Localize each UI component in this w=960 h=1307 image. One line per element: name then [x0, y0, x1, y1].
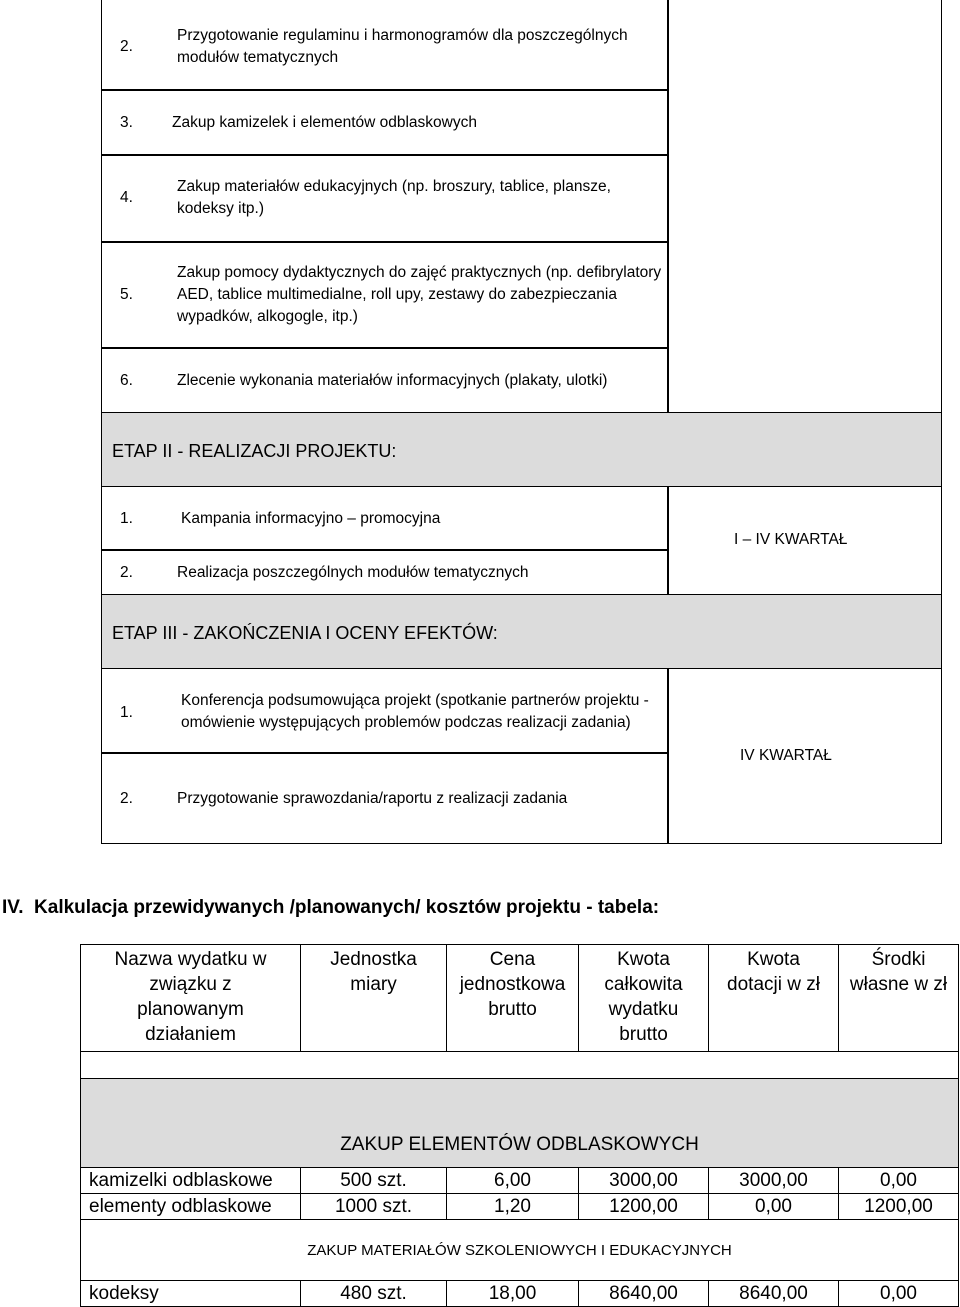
cell-expense-name: kamizelki odblaskowe	[81, 1168, 301, 1194]
group-title: ZAKUP ELEMENTÓW ODBLASKOWYCH	[81, 1079, 959, 1168]
section-iv-title: IV. Kalkulacja przewidywanych /planowanych/ kosztów projektu - tabela:	[2, 897, 660, 918]
etap1-row-number: 2.	[120, 38, 133, 55]
cell-expense-name: kodeksy	[81, 1281, 301, 1307]
etap1-row-text: kodeksy itp.)	[177, 200, 265, 217]
cell-grant-amount: 3000,00	[709, 1168, 839, 1194]
row-divider	[101, 89, 668, 91]
header-total-amount: Kwota całkowita wydatku brutto	[579, 945, 709, 1052]
header-expense-name: Nazwa wydatku w związku z planowanym działaniem	[81, 945, 301, 1052]
etap1-row-number: 6.	[120, 372, 133, 389]
table-row	[81, 1168, 959, 1194]
cell-unit-price: 1,20	[447, 1194, 579, 1220]
etap1-row-number: 4.	[120, 189, 133, 206]
etap3-column-divider	[667, 668, 669, 844]
etap1-row-text: Przygotowanie regulaminu i harmonogramów dla poszczególnych	[177, 27, 628, 44]
etap1-row-text: wypadków, alkogogle, itp.)	[177, 308, 358, 325]
etap3-row-text: Konferencja podsumowująca projekt (spotkanie partnerów projektu -	[181, 692, 649, 709]
etap1-row-number: 5.	[120, 286, 133, 303]
etap2-title: ETAP II - REALIZACJI PROJEKTU:	[112, 441, 397, 461]
cost-table-group-row	[81, 1079, 959, 1168]
header-unit-price: Cena jednostkowa brutto	[447, 945, 579, 1052]
row-divider	[101, 752, 668, 754]
etap3-row-text: Przygotowanie sprawozdania/raportu z realizacji zadania	[177, 790, 568, 807]
cell-unit-price: 6,00	[447, 1168, 579, 1194]
schedule-column-divider	[667, 0, 669, 413]
cell-unit: 500 szt.	[301, 1168, 447, 1194]
etap1-row-text: Zakup materiałów edukacyjnych (np. broszury, tablice, plansze,	[177, 178, 611, 195]
cost-table-spacer-row	[81, 1052, 959, 1079]
cell-total-amount: 8640,00	[579, 1281, 709, 1307]
cell-unit: 480 szt.	[301, 1281, 447, 1307]
etap1-row-text: Zakup kamizelek i elementów odblaskowych	[172, 114, 477, 131]
etap3-title: ETAP III - ZAKOŃCZENIA I OCENY EFEKTÓW:	[112, 623, 498, 643]
row-divider	[101, 154, 668, 156]
etap2-column-divider	[667, 486, 669, 595]
cell-own-funds: 1200,00	[839, 1194, 959, 1220]
etap1-row-text: AED, tablice multimedialne, roll upy, zestawy do zabezpieczania	[177, 286, 617, 303]
cell-grant-amount: 0,00	[709, 1194, 839, 1220]
row-divider	[101, 241, 668, 243]
etap3-row-number: 2.	[120, 790, 133, 807]
etap2-row-text: Kampania informacyjno – promocyjna	[181, 510, 441, 527]
etap1-row-text: modułów tematycznych	[177, 49, 339, 66]
cell-expense-name: elementy odblaskowe	[81, 1194, 301, 1220]
row-divider	[101, 347, 668, 349]
group-title: ZAKUP MATERIAŁÓW SZKOLENIOWYCH I EDUKACYJNYCH	[81, 1220, 959, 1281]
etap3-row-number: 1.	[120, 704, 133, 721]
etap2-row-text: Realizacja poszczególnych modułów tematycznych	[177, 564, 529, 581]
table-row	[81, 1281, 959, 1307]
etap3-period: IV KWARTAŁ	[740, 747, 832, 764]
etap2-period: I – IV KWARTAŁ	[734, 531, 848, 548]
cell-unit-price: 18,00	[447, 1281, 579, 1307]
etap1-row-text: Zakup pomocy dydaktycznych do zajęć praktycznych (np. defibrylatory	[177, 264, 662, 281]
etap1-row-number: 3.	[120, 114, 133, 131]
cost-table-header-row	[81, 945, 959, 1052]
cell-own-funds: 0,00	[839, 1281, 959, 1307]
header-unit: Jednostka miary	[301, 945, 447, 1052]
cell-total-amount: 1200,00	[579, 1194, 709, 1220]
etap2-row-number: 2.	[120, 564, 133, 581]
cell-unit: 1000 szt.	[301, 1194, 447, 1220]
cell-grant-amount: 8640,00	[709, 1281, 839, 1307]
cost-table	[80, 944, 959, 1307]
header-grant-amount: Kwota dotacji w zł	[709, 945, 839, 1052]
cell-own-funds: 0,00	[839, 1168, 959, 1194]
etap3-row-text: omówienie występujących problemów podczas realizacji zadania)	[181, 714, 631, 731]
etap1-row-text: Zlecenie wykonania materiałów informacyjnych (plakaty, ulotki)	[177, 372, 608, 389]
etap2-row-number: 1.	[120, 510, 133, 527]
cost-table-group-row	[81, 1220, 959, 1281]
cell-total-amount: 3000,00	[579, 1168, 709, 1194]
header-own-funds: Środki własne w zł	[839, 945, 959, 1052]
row-divider	[101, 549, 668, 551]
table-row	[81, 1194, 959, 1220]
